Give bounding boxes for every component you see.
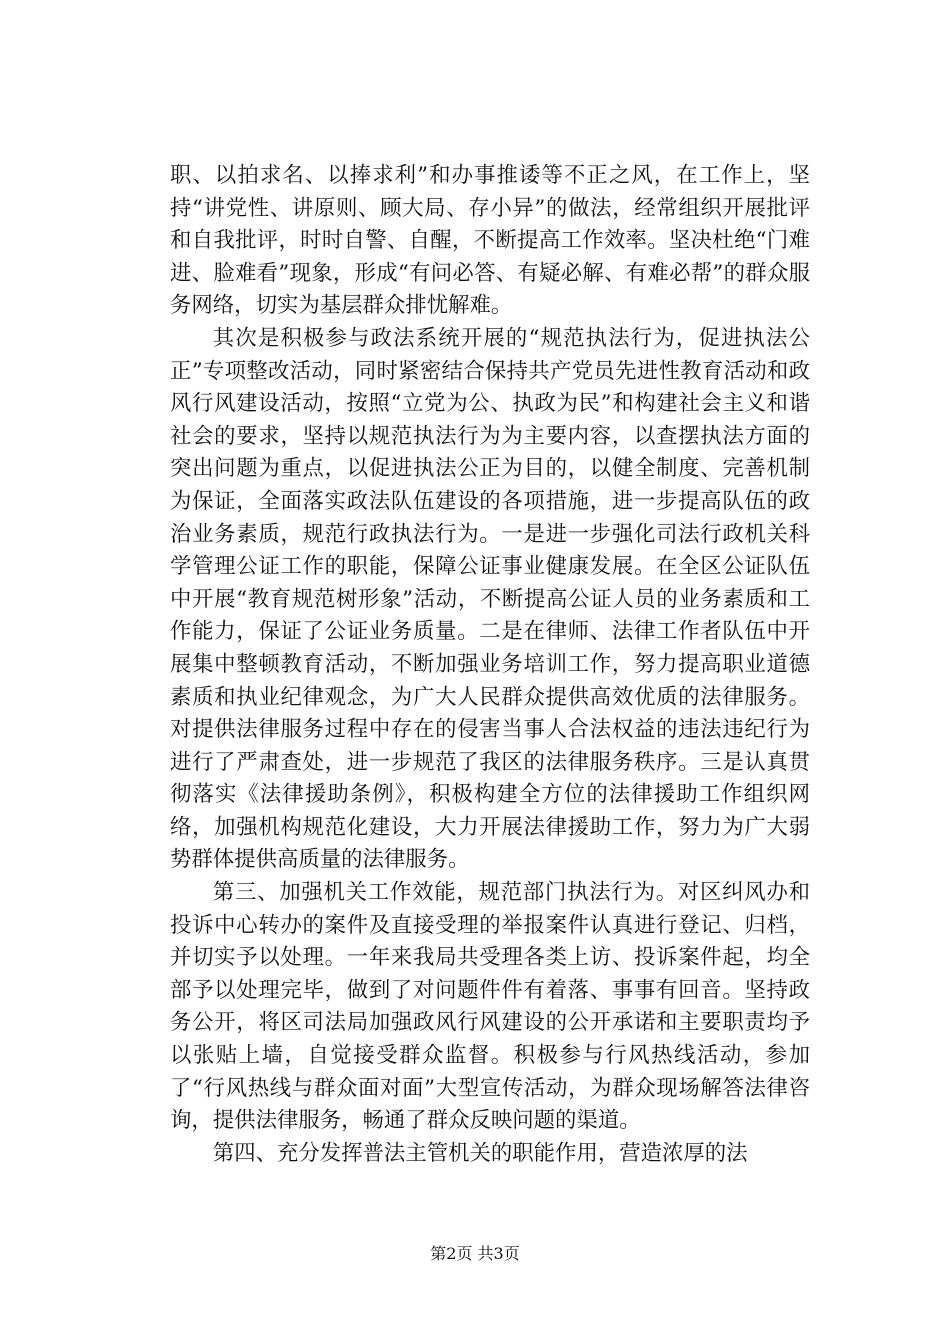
paragraph-continued: 职、以拍求名、以捧求利”和办事推诿等不正之风，在工作上，坚持“讲党性、讲原则、顾大局、存小异”的做法，经常组织开展批评和自我批评，时时自警、自醒，不断提高工作效率。坚决杜绝“门难进、脸难看”现象，形成“有问必答、有疑必解、有难必帮”的群众服务网络，切实为基层群众排忧解难。	[170, 163, 810, 319]
document-body	[170, 160, 810, 1170]
page-number-footer: 第2页 共3页	[430, 1244, 520, 1263]
paragraph-second-point: 其次是积极参与政法系统开展的“规范执法行为，促进执法公正”专项整改活动，同时紧密结合保持共产党员先进性教育活动和政风行风建设活动，按照“立党为公、执政为民”和构建社会主义和谐社会的要求，坚持以规范执法行为为主要内容，以查摆执法方面的突出问题为重点，以促进执法公正为目的，以健全制度、完善机制为保证，全面落实政法队伍建设的各项措施，进一步提高队伍的政治业务素质，规范行政执法行为。一是进一步强化司法行政机关科学管理公证工作的职能，保障公证事业健康发展。在全区公证队伍中开展“教育规范树形象”活动，不断提高公证人员的业务素质和工作能力，保证了公证业务质量。二是在律师、法律工作者队伍中开展集中整顿教育活动，不断加强业务培训工作，努力提高职业道德素质和执业纪律观念，为广大人民群众提供高效优质的法律服务。对提供法律服务过程中存在的侵害当事人合法权益的违法违纪行为进行了严肃查处，进一步规范了我区的法律服务秩序。三是认真贯彻落实《法律援助条例》，积极构建全方位的法律援助工作组织网络，加强机构规范化建设，大力开展法律援助工作，努力为广大弱势群体提供高质量的法律服务。	[170, 325, 810, 873]
paragraph-third-point: 第三、加强机关工作效能，规范部门执法行为。对区纠风办和投诉中心转办的案件及直接受理的举报案件认真进行登记、归档，并切实予以处理。一年来我局共受理各类上访、投诉案件起，均全部予以处理完毕，做到了对问题件件有着落、事事有回音。坚持政务公开，将区司法局加强政风行风建设的公开承诺和主要职责均予以张贴上墙，自觉接受群众监督。积极参与行风热线活动，参加了“行风热线与群众面对面”大型宣传活动，为群众现场解答法律咨询，提供法律服务，畅通了群众反映问题的渠道。	[170, 880, 810, 1134]
paragraph-fourth-point: 第四、充分发挥普法主管机关的职能作用，营造浓厚的法	[212, 1140, 748, 1166]
